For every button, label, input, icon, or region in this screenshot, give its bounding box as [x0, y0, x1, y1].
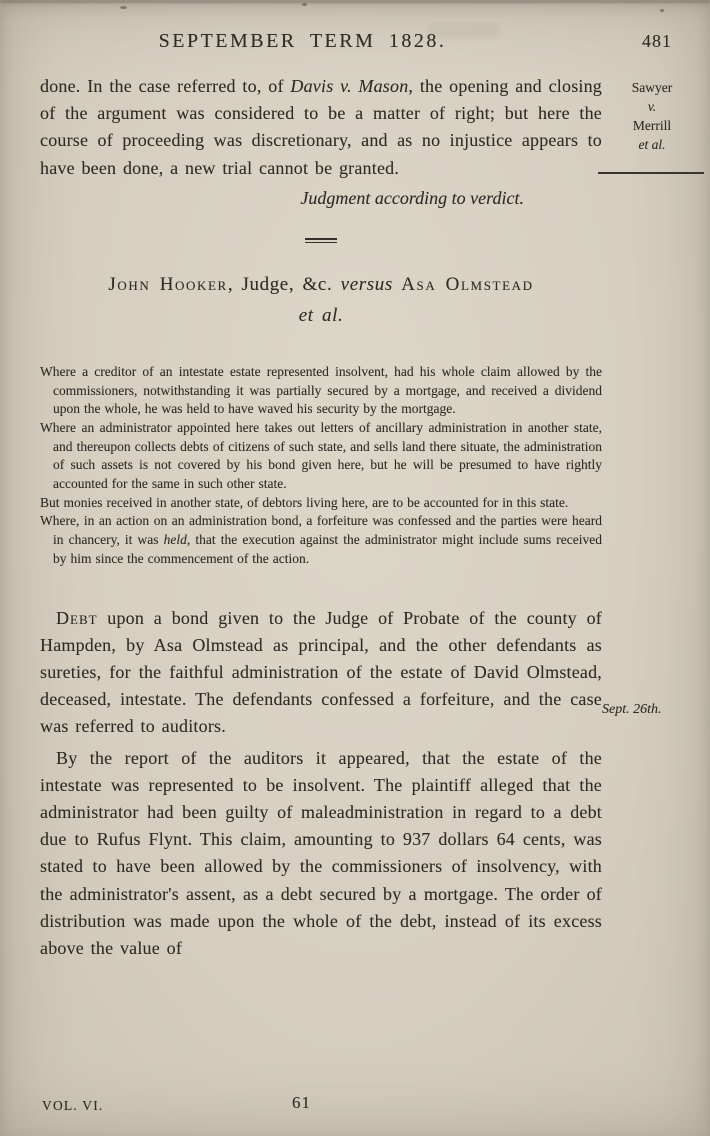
headnotes — [40, 363, 602, 569]
case-body-paragraph — [40, 605, 602, 741]
margin-party1: Sawyer — [631, 80, 673, 95]
paragraph-text: upon a bond given to the Judge of Probate of the county of Hampden, by Asa Olmstead as principal, and the other defendants as sureties, for the faithful administration of the estate of David Olmstead, deceased, intestate. The defendants confessed a forfeiture, and the case was referred to auditors. — [40, 607, 602, 737]
running-head: SEPTEMBER TERM 1828. — [158, 30, 447, 52]
margin-et-al: et al. — [638, 137, 666, 152]
scan-edge-shadow — [0, 0, 710, 3]
margin-party2: Merrill — [632, 118, 672, 133]
case-title-line1 — [40, 269, 602, 300]
headnote: Where an administrator appointed here takes out letters of ancillary administration in another state, and thereupon collects debts of citizens of such state, and sells land there situate, the administration of such assets is not covered by his bond given here, but he will be presumed to have rightly accounted for the same in such other state. — [40, 419, 602, 492]
margin-note-case-name — [604, 78, 700, 154]
continuation-paragraph — [40, 73, 602, 182]
judgment-line: Judgment according to verdict. — [300, 187, 524, 208]
case-body-paragraph: By the report of the auditors it appeared, that the estate of the intestate was represented to be insolvent. The plaintiff alleged that the administrator had been guilty of maleadministration in regard to a debt due to Rufus Flynt. This claim, amounting to 937 dollars 64 cents, was stated to have been allowed by the commissioners of insolvency, with the administrator's assent, as a debt secured by a mortgage. The order of distribution was made upon the whole of the debt, instead of its excess above the value of — [40, 747, 602, 958]
section-divider — [305, 238, 337, 243]
party-name-plaintiff: John Hooker — [108, 273, 228, 295]
headnote-text-post: , that the execution against the administrator might include sums received by him since the commencement of the action. — [53, 532, 602, 566]
continuation-text-post: , the opening and closing of the argument was considered to be a matter of right; but here the course of proceeding was discretionary, and as no injustice appears to have been done, a new trial cannot be granted. — [40, 76, 603, 178]
cited-case-name: Davis v. Mason — [290, 76, 409, 96]
paragraph-lead-word: Debt — [56, 607, 98, 628]
headnote-text-pre: Where, in an action on an administration bond, a forfeiture was confessed and the parties were heard in chancery, it was — [40, 513, 602, 548]
scan-artifact — [120, 6, 127, 9]
margin-versus: v. — [647, 99, 657, 114]
case-title — [40, 269, 602, 331]
case-title-line2 — [40, 300, 602, 331]
scan-artifact — [302, 3, 307, 6]
text-column — [40, 73, 602, 962]
versus-label: versus — [340, 273, 393, 295]
volume-label: VOL. VI. — [42, 1098, 104, 1113]
party-name-defendant: Asa Olmstead — [401, 273, 534, 295]
scan-artifact — [660, 9, 664, 12]
headnote: But monies received in another state, of debtors living here, are to be accounted for in this state. — [40, 494, 569, 510]
case-title-mid: , Judge, &c. — [227, 273, 333, 295]
headnote — [40, 512, 602, 568]
headnote-held-term: held — [163, 532, 187, 548]
continuation-text-pre: done. In the case referred to, of — [40, 76, 284, 96]
margin-note-date: Sept. 26th. — [602, 702, 662, 717]
page-number: 481 — [642, 31, 672, 51]
margin-rule — [598, 172, 704, 174]
headnote: Where a creditor of an intestate estate represented insolvent, had his whole claim allowed by the commissioners, notwithstanding it was partially secured by a mortgage, and received a dividend upon the whole, he was held to have waved his security by the mortgage. — [40, 363, 602, 417]
signature-number: 61 — [292, 1093, 311, 1112]
et-al-label: et al. — [298, 304, 344, 326]
